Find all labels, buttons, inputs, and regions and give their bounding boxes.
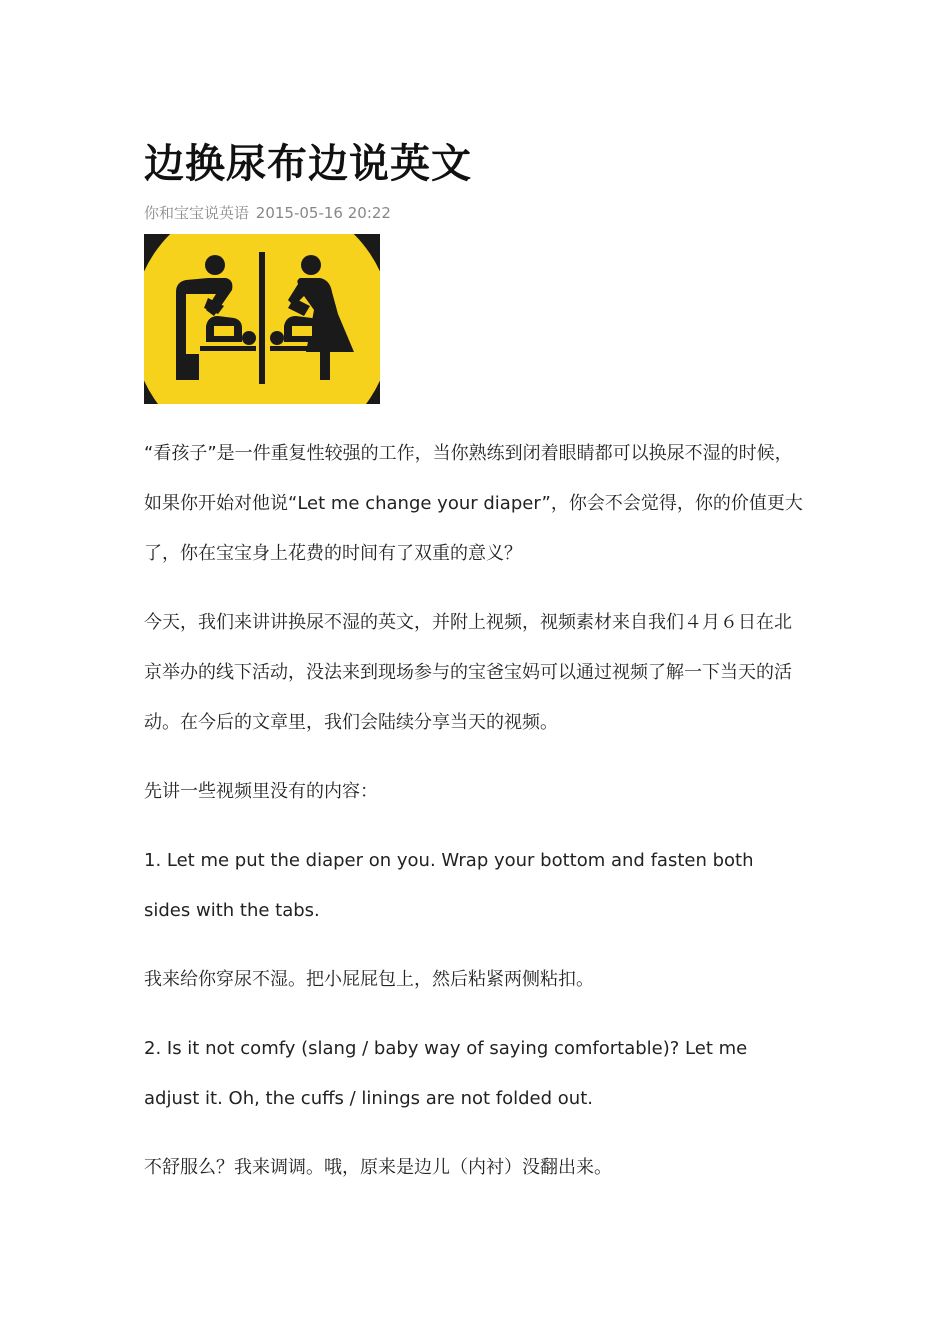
paragraph-intro: “看孩子”是一件重复性较强的工作，当你熟练到闭着眼睛都可以换尿不湿的时候，如果你开始对他说“Let me change your diaper”，你会不会觉得，你的价值更大了，你在宝宝身上花费的时间有了双重的意义？: [144, 443, 803, 564]
paragraph-phrase-1-chinese: 我来给你穿尿不湿。把小屁屁包上，然后粘紧两侧粘扣。: [144, 969, 594, 990]
article-meta: [144, 202, 804, 224]
paragraph-lead-in: 先讲一些视频里没有的内容：: [144, 781, 378, 802]
article-title: 边换尿布边说英文: [144, 141, 472, 187]
baby-changing-station-icon: [144, 234, 380, 404]
paragraph-phrase-2-chinese: 不舒服么？我来调调。哦，原来是边儿（内衬）没翻出来。: [144, 1157, 612, 1178]
paragraph-today: 今天，我们来讲讲换尿不湿的英文，并附上视频，视频素材来自我们４月６日在北京举办的线下活动，没法来到现场参与的宝爸宝妈可以通过视频了解一下当天的活动。在今后的文章里，我们会陆续分享当天的视频。: [144, 612, 792, 733]
publish-datetime: 2015-05-16 20:22: [255, 204, 391, 222]
paragraph-phrase-2-english: 2. Is it not comfy (slang / baby way of saying comfortable)? Let me adjust it. Oh, the cuffs / linings are not folded out.: [144, 1038, 748, 1109]
article: [144, 138, 804, 1193]
paragraph-phrase-1-english: 1. Let me put the diaper on you. Wrap your bottom and fasten both sides with the tabs.: [144, 850, 754, 921]
author-name[interactable]: 你和宝宝说英语: [144, 204, 250, 222]
